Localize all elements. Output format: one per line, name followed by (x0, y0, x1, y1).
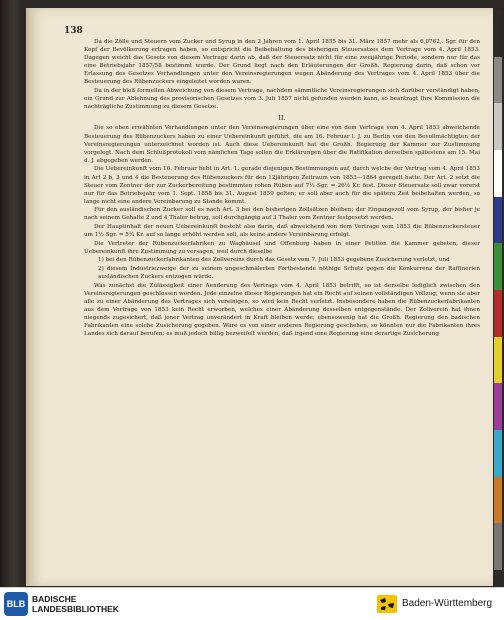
paragraph: Was zunächst die Zulässigkeit einer Aenderung des Vertrags vom 4. April 1853 betrifft, so ist derselbe lediglich zwischen den Vereinsregierungen geschlossen worden. Jede einzelne dieser Regierungen hat ein Recht auf seinen vollständigen Vollzug; wenn sie aber alle zu einer Abänderung des Vertrages sich vereinigen, so wird kein Recht verletzt. Insbesondere haben die Rübenzuckerfabrikanten aus dem Vertrage von 1853 kein Recht erworben, welches einer Abänderung desselben entgegenstände. Der Zollverein hat ihnen niegends zugesichert, daß jener Vertrag unverändert in Kraft bleiben werde; ebensowenig hat die Großh. Regierung den badischen Fabrikanten eine solche Zusicherung gegeben. Wäre es von einer anderen Regierung geschehen, so könnten nur die Fabrikanten ihres Landes sich darauf berufen; es muß jedoch billig bezweifelt werden, daß irgend eine Regierung eine derartige Zusicherung (84, 282, 480, 338)
list-item: 2) diesem Industriezweige der zu seinem ungeschmälerten Fortbestande nöthige Schutz gegen die Konkurrenz der Raffinerien ausländischen Zuckers entzogen würde. (98, 266, 480, 281)
color-patch (494, 290, 502, 337)
paragraph: Für den ausländischen Zucker soll es nach Art. 3 bei den bisherigen Zollsätzen bleiben; der Eingangszoll vom Syrup, der bisher je nach seinem Gehalte 2 und 4 Thaler betrug, soll durchgängig auf 3 Thaler vom Zentner festgesetzt werden. (84, 207, 480, 222)
paragraph: Da die Zölle und Steuern vom Zucker und Syrup in den 2 Jahren vom 1. April 1855 bis 31. März 1857 mehr als 6,0762,. Sgr. für den Kopf der Bevölkerung ertragen haben, so entspricht die Beibehaltung des bisherigen Steuersatzes dem Vertrage vom 4. April 1853. Dagegen weicht das Gesetz von diesem Vertrage darin ab, daß der Steuersatz nicht für eine zweijährige Periode, sondern nur für das eine Betriebsjahr 1857/58 bestimmt wurde. Der Grund liegt nach den Erläuterungen der Großh. Regierung darin, daß schon vor Erlassung des Gesetzes Verhandlungen unter den Vereinsregierungen wegen Abänderung des Vertrages vom 4. April 1853 über die Besteuerung des Rübenzuckers eingeleitet worden waren. (84, 39, 480, 86)
state-coat-of-arms-icon (376, 594, 398, 614)
color-patch (494, 337, 502, 384)
color-calibration-strip (494, 10, 502, 570)
section-heading: II. (278, 114, 286, 123)
library-name-line1: BADISCHE (32, 594, 77, 604)
color-patch (494, 477, 502, 524)
footer-bar (0, 587, 504, 620)
page-text (84, 38, 480, 338)
library-name-line2: LANDESBIBLIOTHEK (32, 604, 119, 614)
color-patch (494, 243, 502, 290)
library-name[interactable] (32, 594, 119, 614)
state-name[interactable]: Baden-Württemberg (402, 598, 493, 609)
page-number: 138 (64, 26, 83, 36)
color-patch (494, 383, 502, 430)
paragraph: Die Vertreter der Rübenzuckerfabriken zu Waghäusel und Offenburg haben in einer Petition die Kammer gebeten, dieser Uebereinkunft ihre Zustimmung zu versagen, weil durch dieselbe (84, 240, 480, 255)
color-patch (494, 10, 502, 57)
paragraph: Die Uebereinkunft vom 16. Februar hebt in Art. 1. gerade diejenigen Bestimmungen auf, durch welche der Vertrag vom 4. April 1853 in Art 2 b, 3 und 4 die Besteuerung des Rübenzuckers für den 12jährigen Zeitraum von 1853—1864 geregelt hatte. Der Art. 2 setzt die Steuer vom Zentner der zur Zuckerbereitung bestimmten rohen Rüben auf 7½ Sgr. = 26½ Kr. fest. Dieser Steuersatz soll zwar vorerst nur für das Betriebsjahr vom 1. Sept. 1858 bis 31. August 1859 gelten; er soll aber auch für die spätere Zeit beibehalten werden, so lange nicht eine andere Vereinbarung zu Stande kommt. (84, 166, 480, 205)
list-item: 1) bei den Rübenzuckerfabrikanten des Zollvereins durch das Gesetz vom 7. Juli 1853 gegebene Zusicherung verletzt, und (98, 257, 450, 264)
color-patch (494, 103, 502, 150)
blb-logo[interactable]: BLB (4, 592, 28, 616)
color-patch (494, 430, 502, 477)
paragraph: Der Hauptinhalt der neuen Uebereinkunft besteht also darin, daß abweichend von dem Vertrage vom 1853 die Rübenzuckersteuer um 1½ Sgr. = 5¼ Kr. auf so lange erhöht werden soll, als keine andere Vereinbarung erfolgt. (84, 224, 480, 239)
color-patch (494, 197, 502, 244)
paragraph: Da in der bloß formellen Abweichung von diesem Vertrage, nachdem sämmtliche Vereinsregierungen sich darüber verständigt haben, ein Grund zur Ablehnung des provisorischen Gesetzes vom 3. Juli 1857 nicht gefunden werden kann, so beantragt Ihre Kommission die nachträgliche Zustimmung zu diesem Gesetze. (84, 88, 480, 111)
color-patch (494, 57, 502, 104)
paragraph: Die so eben erwähnten Verhandlungen unter den Vereinsregierungen über eine von dem Vertrage vom 4. April 1853 abweichende Besteuerung des Rübenzuckers haben zu einer Uebereinkunft geführt, die am 16. Februar l. J. zu Berlin von den Bevollmächtigten der Vereinsregierungen unterzeichnet worden ist. Auch diese Uebereinkunft hat die Großh. Regierung der Kammer zur Zustimmung vorgelegt. Nach dem Schlußprotokoll vom nämlichen Tage sollen die Erklärungen über die Ratifikation derselben spätestens am 15. Mai d. J. abgegeben werden. (84, 125, 480, 164)
color-patch (494, 523, 502, 570)
color-patch (494, 150, 502, 197)
